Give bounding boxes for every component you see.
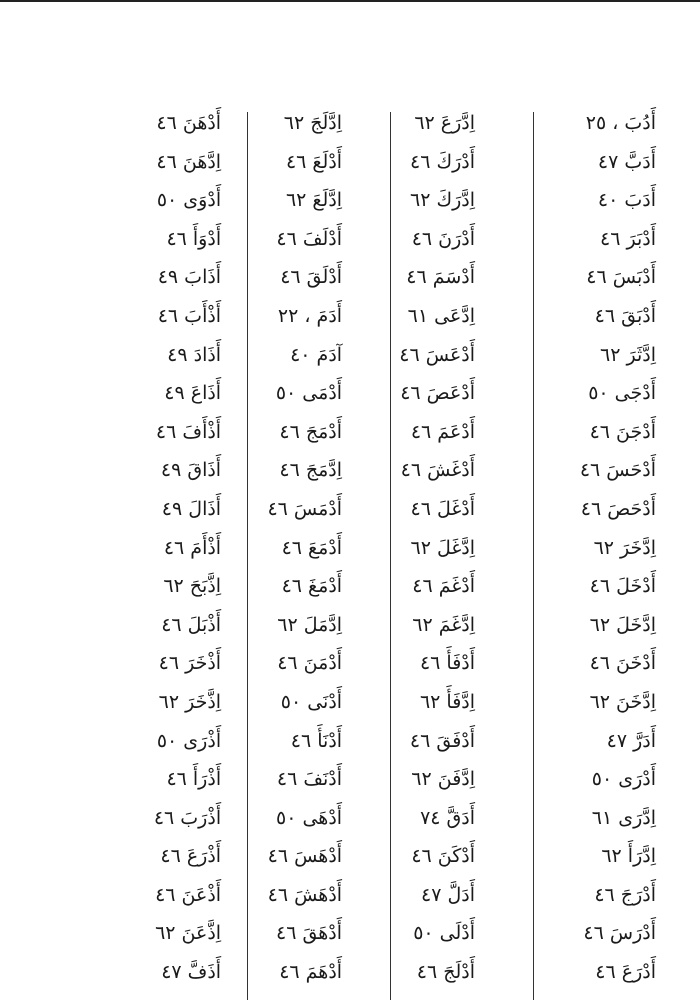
index-entry: أَدْلَجَ ٤٦ [416, 961, 476, 984]
index-entry: أَدْكَنَ ٤٦ [411, 845, 476, 868]
top-border-rule [0, 0, 700, 2]
index-entry: اِدَّخَنَ ٦٢ [589, 690, 656, 713]
index-entry: اِدَّرَى ٦١ [591, 806, 656, 829]
index-entry: أَدَلَّ ٤٧ [421, 883, 476, 906]
index-entry: أَذْأَفَ ٤٦ [155, 420, 222, 443]
index-entry: أَذْرَبَ ٤٦ [153, 806, 222, 829]
index-entry: اِدَّلَجَ ٦٢ [283, 112, 343, 134]
index-entry: اِدَّهَنَ ٤٦ [156, 150, 222, 173]
index-entry: أَذْخَرَ ٤٦ [158, 652, 222, 675]
index-entry: أَدْمَى ٥٠ [275, 382, 343, 405]
index-entry: أَدَبَّ ٤٧ [597, 150, 656, 173]
index-entry: أَذْرَى ٥٠ [156, 729, 222, 752]
index-entry: أَدْهَسَ ٤٦ [267, 845, 343, 868]
index-entry: اِدَّمَجَ ٤٦ [279, 459, 343, 482]
index-entry: أَدْهَقَ ٤٦ [275, 922, 343, 945]
index-entry: اِدَّغَمَ ٦٢ [412, 613, 476, 636]
index-entry: أَذَاعَ ٤٩ [164, 382, 222, 405]
index-entry: أَدْنَفَ ٤٦ [276, 768, 343, 791]
index-entry: أَدْرَكَ ٤٦ [409, 150, 476, 173]
divider-line [533, 112, 534, 1000]
index-entry: أَذْأَبَ ٤٦ [157, 304, 222, 327]
index-entry: أَدْسَمَ ٤٦ [406, 266, 476, 289]
index-entry: أَدَقَّ ٧٤ [420, 806, 476, 829]
index-entry: أَدْرَنَ ٤٦ [411, 227, 476, 250]
index-entry: اِدَّمَلَ ٦٢ [277, 613, 343, 636]
column-divider [527, 104, 539, 1004]
index-entry: اِدَّفَنَ ٦٢ [411, 768, 476, 791]
index-entry: أَدْمَغَ ٤٦ [281, 575, 343, 598]
index-entry: أَدْهَنَ ٤٦ [156, 112, 222, 134]
index-entry: أَدْعَسَ ٤٦ [399, 343, 476, 366]
index-entry: أَدْبَسَ ٤٦ [586, 266, 656, 289]
index-entry: أَدْغَمَ ٤٦ [412, 575, 476, 598]
divider-line [390, 112, 391, 1000]
index-entry: أَدْحَسَ ٤٦ [579, 459, 656, 482]
index-entry: أَذَالَ ٤٩ [161, 497, 222, 520]
index-entry: أَذْرَأَ ٤٦ [166, 768, 222, 791]
index-entry: أَذَادَ ٤٩ [167, 343, 222, 366]
index-entry: أَدْمَجَ ٤٦ [279, 420, 343, 443]
index-entry: أَدْجَى ٥٠ [588, 382, 656, 405]
index-entry: أَدْرَجَ ٤٦ [594, 883, 656, 906]
index-entry: اِدَّفَأَ ٦٢ [419, 690, 476, 713]
index-entry: أَدَمَ ، ٢٢ [277, 304, 343, 327]
index-entry: أَدْحَصَ ٤٦ [580, 497, 656, 520]
index-entry: أَدْوَأَ ٤٦ [166, 227, 222, 250]
index-entry: أَدْلَقَ ٤٦ [280, 266, 343, 289]
index-entry: اِدَّرَأَ ٦٢ [601, 845, 656, 868]
index-entry: أَدْلَفَ ٤٦ [276, 227, 343, 250]
index-entry: اِذَّبَحَ ٦٢ [163, 575, 222, 598]
index-entry: اِدَّخَلَ ٦٢ [589, 613, 656, 636]
column-divider [241, 104, 253, 1004]
index-entry: أَدَبَ ٤٠ [597, 189, 656, 212]
index-entry: أَدْغَلَ ٤٦ [410, 497, 476, 520]
index-entry: اِدَّغَلَ ٦٢ [410, 536, 476, 559]
column-1 [539, 104, 670, 1004]
index-entry: أَدْفَأَ ٤٦ [419, 652, 476, 675]
index-entry: أَدْجَنَ ٤٦ [589, 420, 656, 443]
index-entry: اِدَّعَى ٦١ [407, 304, 476, 327]
index-entry: أَدْعَمَ ٤٦ [410, 420, 476, 443]
column-3 [253, 104, 384, 1004]
index-entry: أَدْمَعَ ٤٦ [281, 536, 343, 559]
index-entry: أَدْرَعَ ٤٦ [595, 961, 656, 984]
index-entry: أَدْبَرَ ٤٦ [600, 227, 656, 250]
index-entry: اِذَّعَنَ ٦٢ [155, 922, 222, 945]
column-2 [396, 104, 527, 1004]
index-entry: أَدْرَى ٥٠ [591, 768, 656, 791]
index-entry: أَذَابَ ٤٩ [157, 266, 222, 289]
index-entry: أَدْمَسَ ٤٦ [267, 497, 343, 520]
index-entry: أَدْمَنَ ٤٦ [277, 652, 343, 675]
index-entry: أَدْخَلَ ٤٦ [589, 575, 656, 598]
index-entry: أَذْعَنَ ٤٦ [155, 883, 222, 906]
index-entry: اِدَّرَكَ ٦٢ [409, 189, 476, 212]
index-entry: أَذَفَّ ٤٧ [161, 961, 222, 984]
index-entry: آدَمَ ٤٠ [290, 343, 343, 366]
index-entry: أَدْهَى ٥٠ [276, 806, 343, 829]
divider-line [247, 112, 248, 1000]
column-divider [384, 104, 396, 1004]
index-entry: أَدْوَى ٥٠ [156, 189, 222, 212]
index-entry: اِذَّخَرَ ٦٢ [158, 690, 222, 713]
index-entry: أَدْغَشَ ٤٦ [400, 459, 476, 482]
column-4 [110, 104, 241, 1004]
index-columns [110, 104, 670, 1004]
index-entry: أَدْنَأَ ٤٦ [290, 729, 343, 752]
index-entry: أَذْرَعَ ٤٦ [160, 845, 222, 868]
index-entry: أَدْخَنَ ٤٦ [589, 652, 656, 675]
index-entry: اِدَّرَعَ ٦٢ [414, 112, 476, 134]
index-entry: أَدَرَّ ٤٧ [606, 729, 656, 752]
index-entry: أَدْعَصَ ٤٦ [400, 382, 476, 405]
index-entry: أَدُبَ ، ٢٥ [585, 112, 656, 134]
index-entry: اِدَّخَرَ ٦٢ [593, 536, 656, 559]
index-entry: أَدْرَسَ ٤٦ [583, 922, 656, 945]
index-entry: اِدَّثَرَ ٦٢ [600, 343, 656, 366]
index-entry: أَدْبَقَ ٤٦ [594, 304, 656, 327]
index-entry: اِدَّلَعَ ٦٢ [285, 189, 343, 212]
index-entry: أَدْنَى ٥٠ [280, 690, 343, 713]
index-entry: أَدْفَقَ ٤٦ [409, 729, 476, 752]
index-entry: أَذْأَمَ ٤٦ [163, 536, 222, 559]
index-entry: أَذَاقَ ٤٩ [160, 459, 222, 482]
index-entry: أَدْلَى ٥٠ [413, 922, 476, 945]
index-entry: أَذْبَلَ ٤٦ [161, 613, 222, 636]
index-entry: أَدْهَمَ ٤٦ [279, 961, 343, 984]
index-entry: أَدْلَعَ ٤٦ [285, 150, 343, 173]
index-entry: أَدْهَشَ ٤٦ [267, 883, 343, 906]
